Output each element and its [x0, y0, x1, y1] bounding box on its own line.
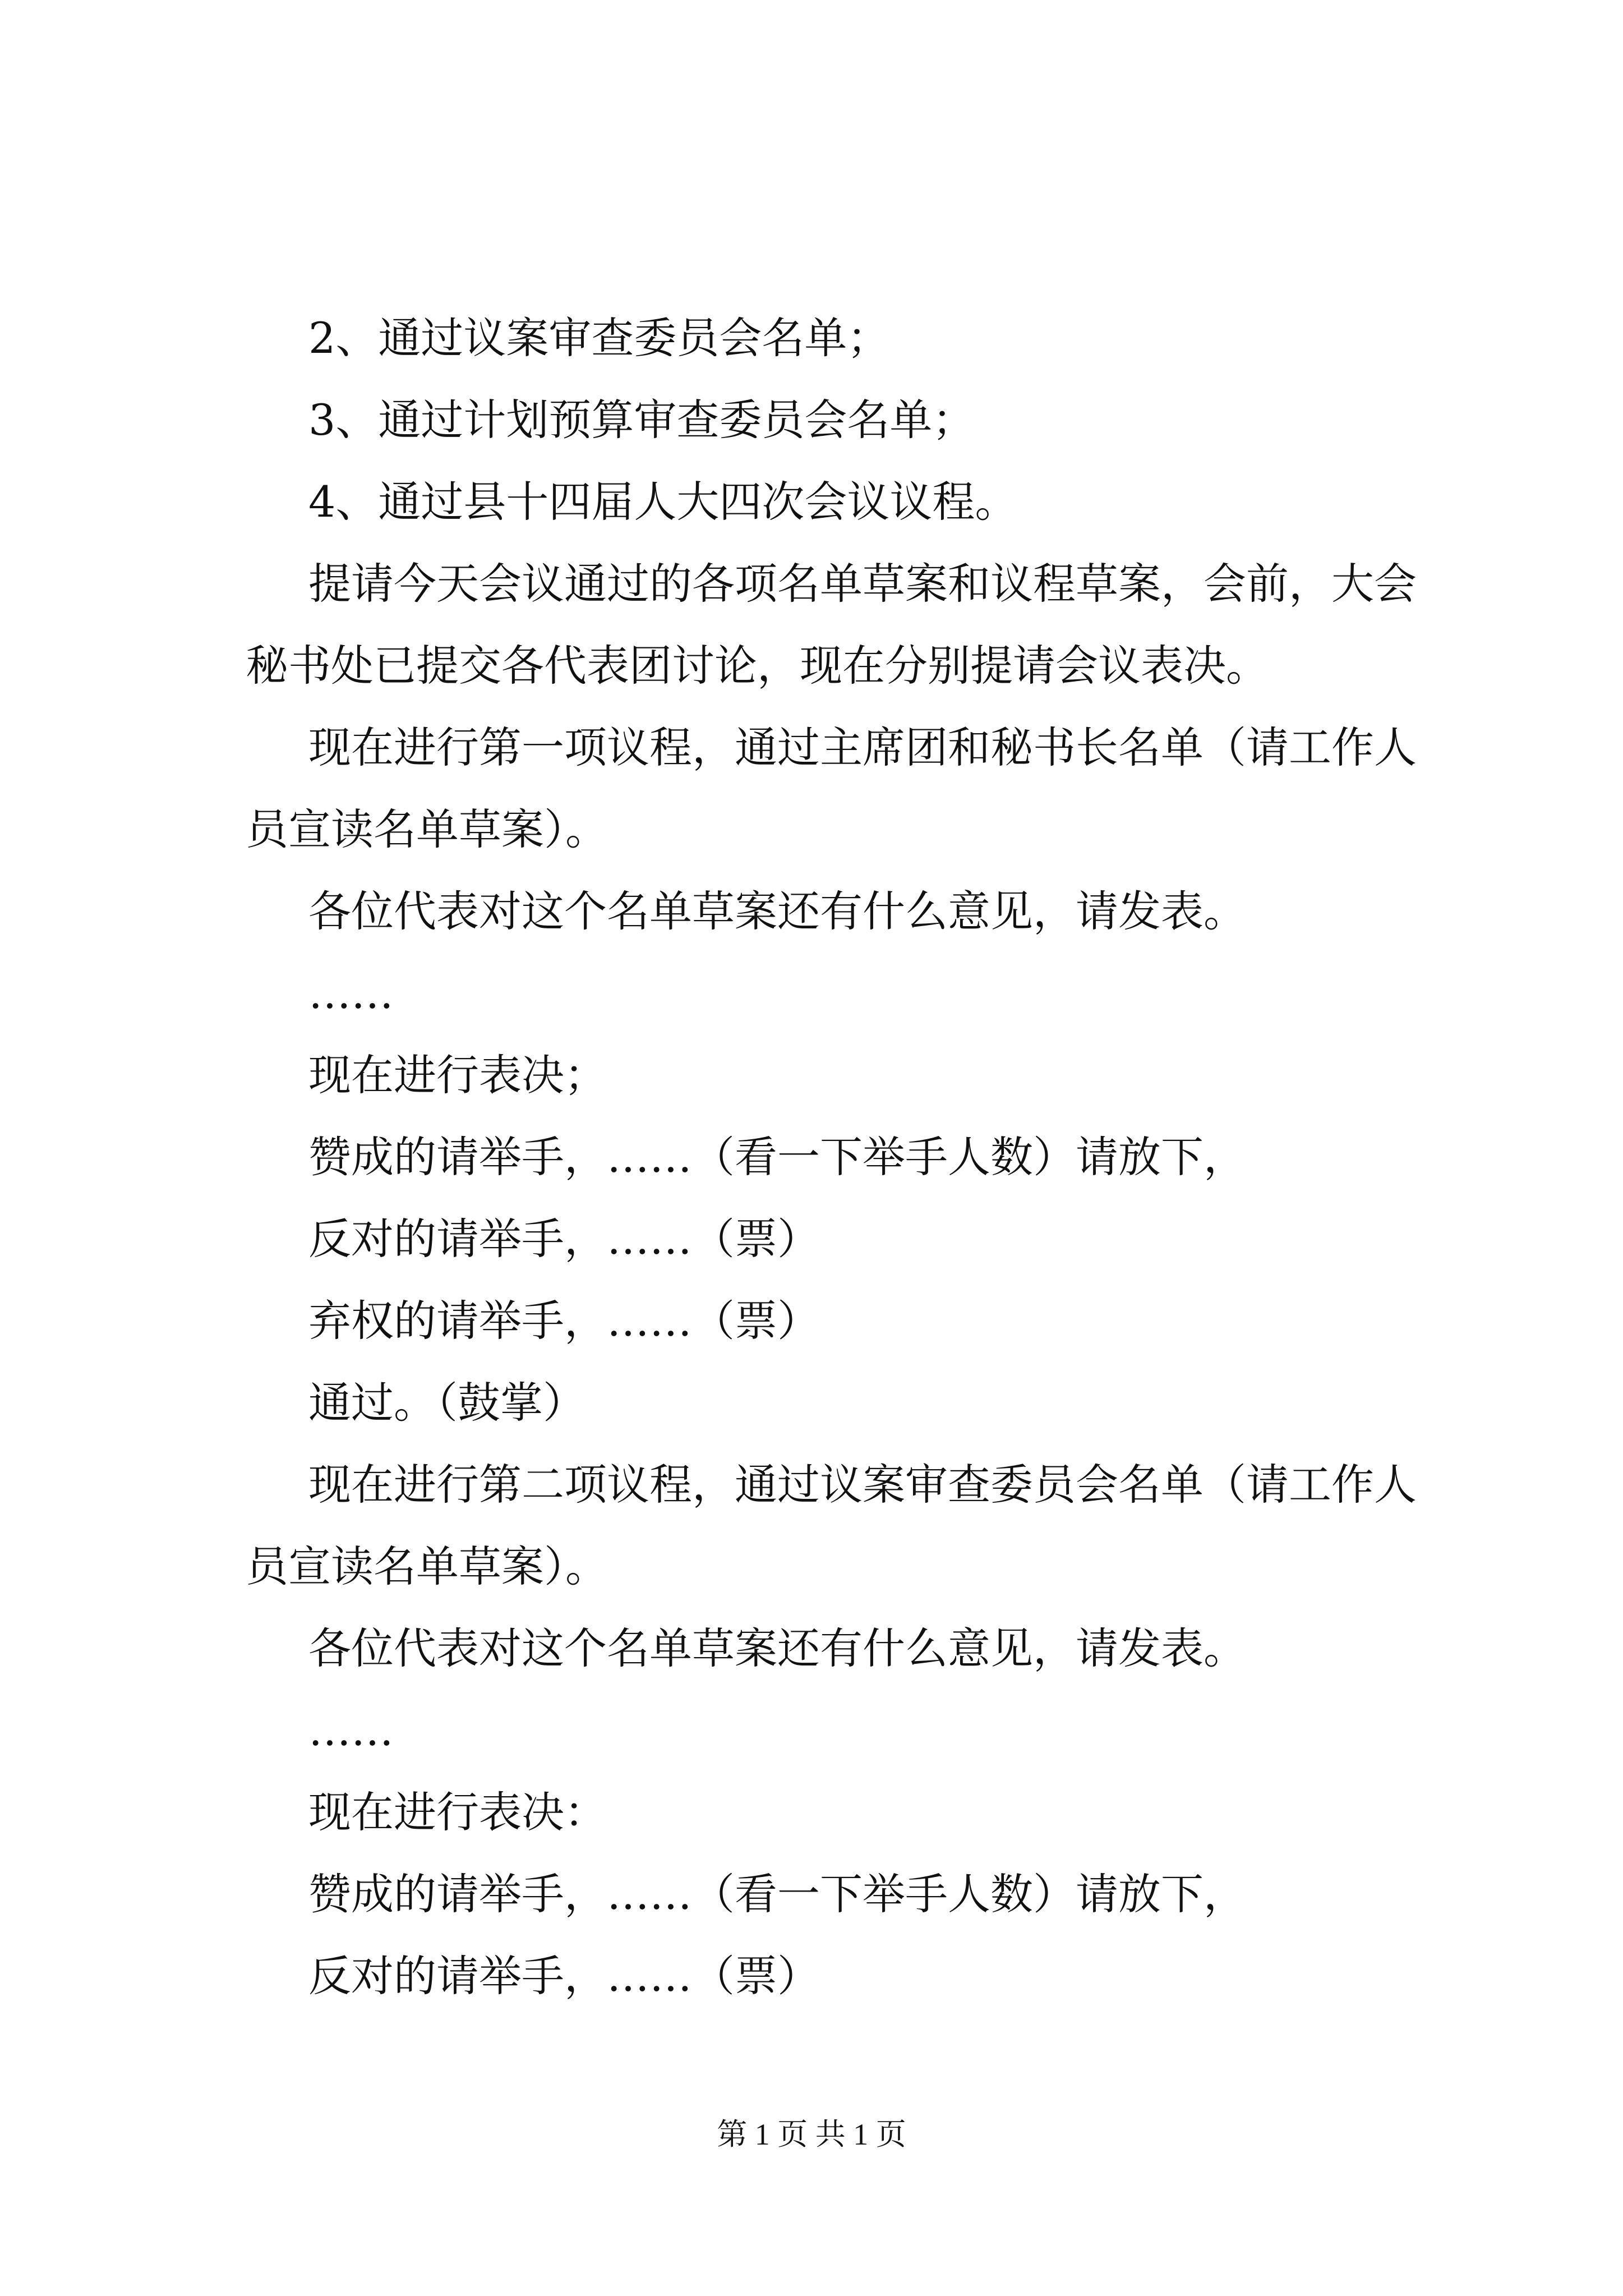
text-line: 4、通过县十四届人大四次会议议程。	[308, 477, 1018, 527]
text-line: 现在进行表决；	[308, 1050, 607, 1100]
text-line: 各位代表对这个名单草案还有什么意见，请发表。	[308, 1623, 1246, 1673]
text-line: 2、通过议案审查委员会名单；	[308, 313, 890, 363]
text-line: 赞成的请举手，……（看一下举手人数）请放下，	[308, 1869, 1246, 1919]
text-line: 反对的请举手，……（票）	[308, 1951, 820, 2001]
text-line: ……	[308, 1705, 394, 1755]
text-line: 反对的请举手，……（票）	[308, 1214, 820, 1264]
text-line: 员宣读名单草案）。	[246, 1542, 608, 1591]
text-line: 弃权的请举手，……（票）	[308, 1296, 820, 1346]
document-body	[246, 297, 1423, 2017]
text-line: 秘书处已提交各代表团讨论，现在分别提请会议表决。	[246, 641, 1269, 691]
text-line: 现在进行第二项议程，通过议案审查委员会名单（请工作人	[308, 1460, 1417, 1510]
text-line: ……	[308, 968, 394, 1018]
text-line: 通过。（鼓掌）	[308, 1378, 585, 1428]
text-line: 各位代表对这个名单草案还有什么意见，请发表。	[308, 886, 1246, 936]
text-line: 3、通过计划预算审查委员会名单；	[308, 395, 975, 445]
text-line: 提请今天会议通过的各项名单草案和议程草案，会前，大会	[308, 559, 1417, 609]
text-line: 赞成的请举手，……（看一下举手人数）请放下，	[308, 1132, 1246, 1182]
text-line: 员宣读名单草案）。	[246, 804, 608, 854]
page-footer: 第 1 页 共 1 页	[717, 2118, 906, 2151]
text-line: 现在进行表决：	[308, 1787, 607, 1837]
text-line: 现在进行第一项议程，通过主席团和秘书长名单（请工作人	[308, 723, 1417, 772]
